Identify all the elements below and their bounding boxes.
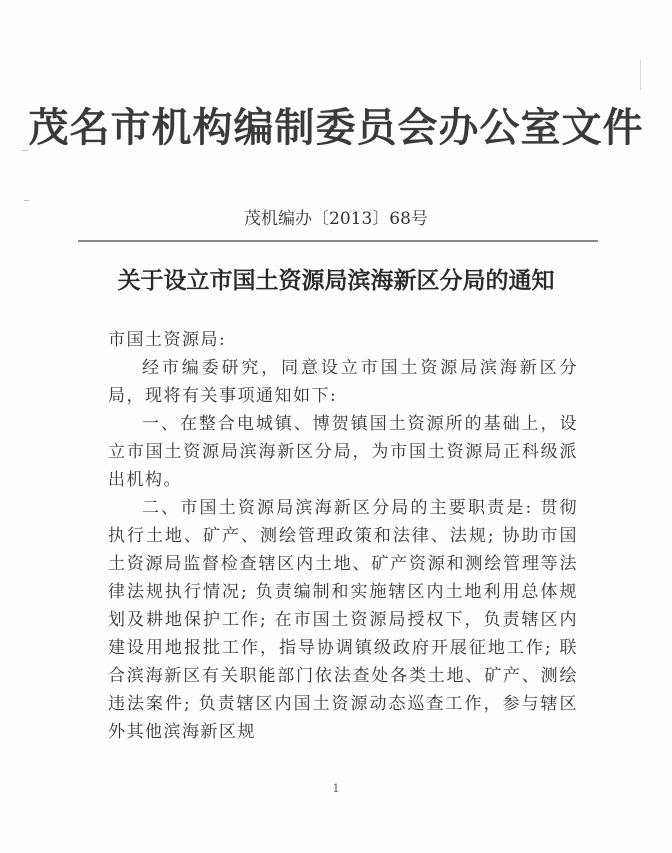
- header-divider: [78, 240, 598, 242]
- page-number: 1: [332, 782, 340, 795]
- salutation: 市国土资源局:: [108, 330, 227, 350]
- notice-title: 关于设立市国土资源局滨海新区分局的通知: [117, 267, 555, 294]
- paragraph-item-2: 二、市国土资源局滨海新区分局的主要职责是: 贯彻执行土地、矿产、测绘管理政策和法律、法规; 协助市国土资源局监督检查辖区内土地、矿产资源和测绘管理等法律法规执行情况; 负责编制和实施辖区内土地利用总体规划及耕地保护工作; 在市国土资源局授权下，负责辖区内建设用地报批工作，指导协调镇级政府开展征地工作; 联合滨海新区有关职能部门依法查处各类土地、矿产、测绘违法案件; 负责辖区内国土资源动态巡查工作，参与辖区外其他滨海新区规: [108, 498, 578, 742]
- issuer-header: 茂名市机构编制委员会办公室文件: [28, 104, 644, 151]
- paragraph-intro: 经市编委研究，同意设立市国土资源局滨海新区分局，现将有关事项通知如下:: [108, 358, 578, 406]
- document-number: 茂机编办〔2013〕68号: [244, 209, 428, 229]
- scan-mark: [24, 200, 29, 201]
- scan-mark: [640, 60, 641, 90]
- paragraph-item-1: 一、在整合电城镇、博贺镇国土资源所的基础上，设立市国土资源局滨海新区分局，为市国土资源局正科级派出机构。: [108, 414, 578, 490]
- document-body: [108, 326, 578, 746]
